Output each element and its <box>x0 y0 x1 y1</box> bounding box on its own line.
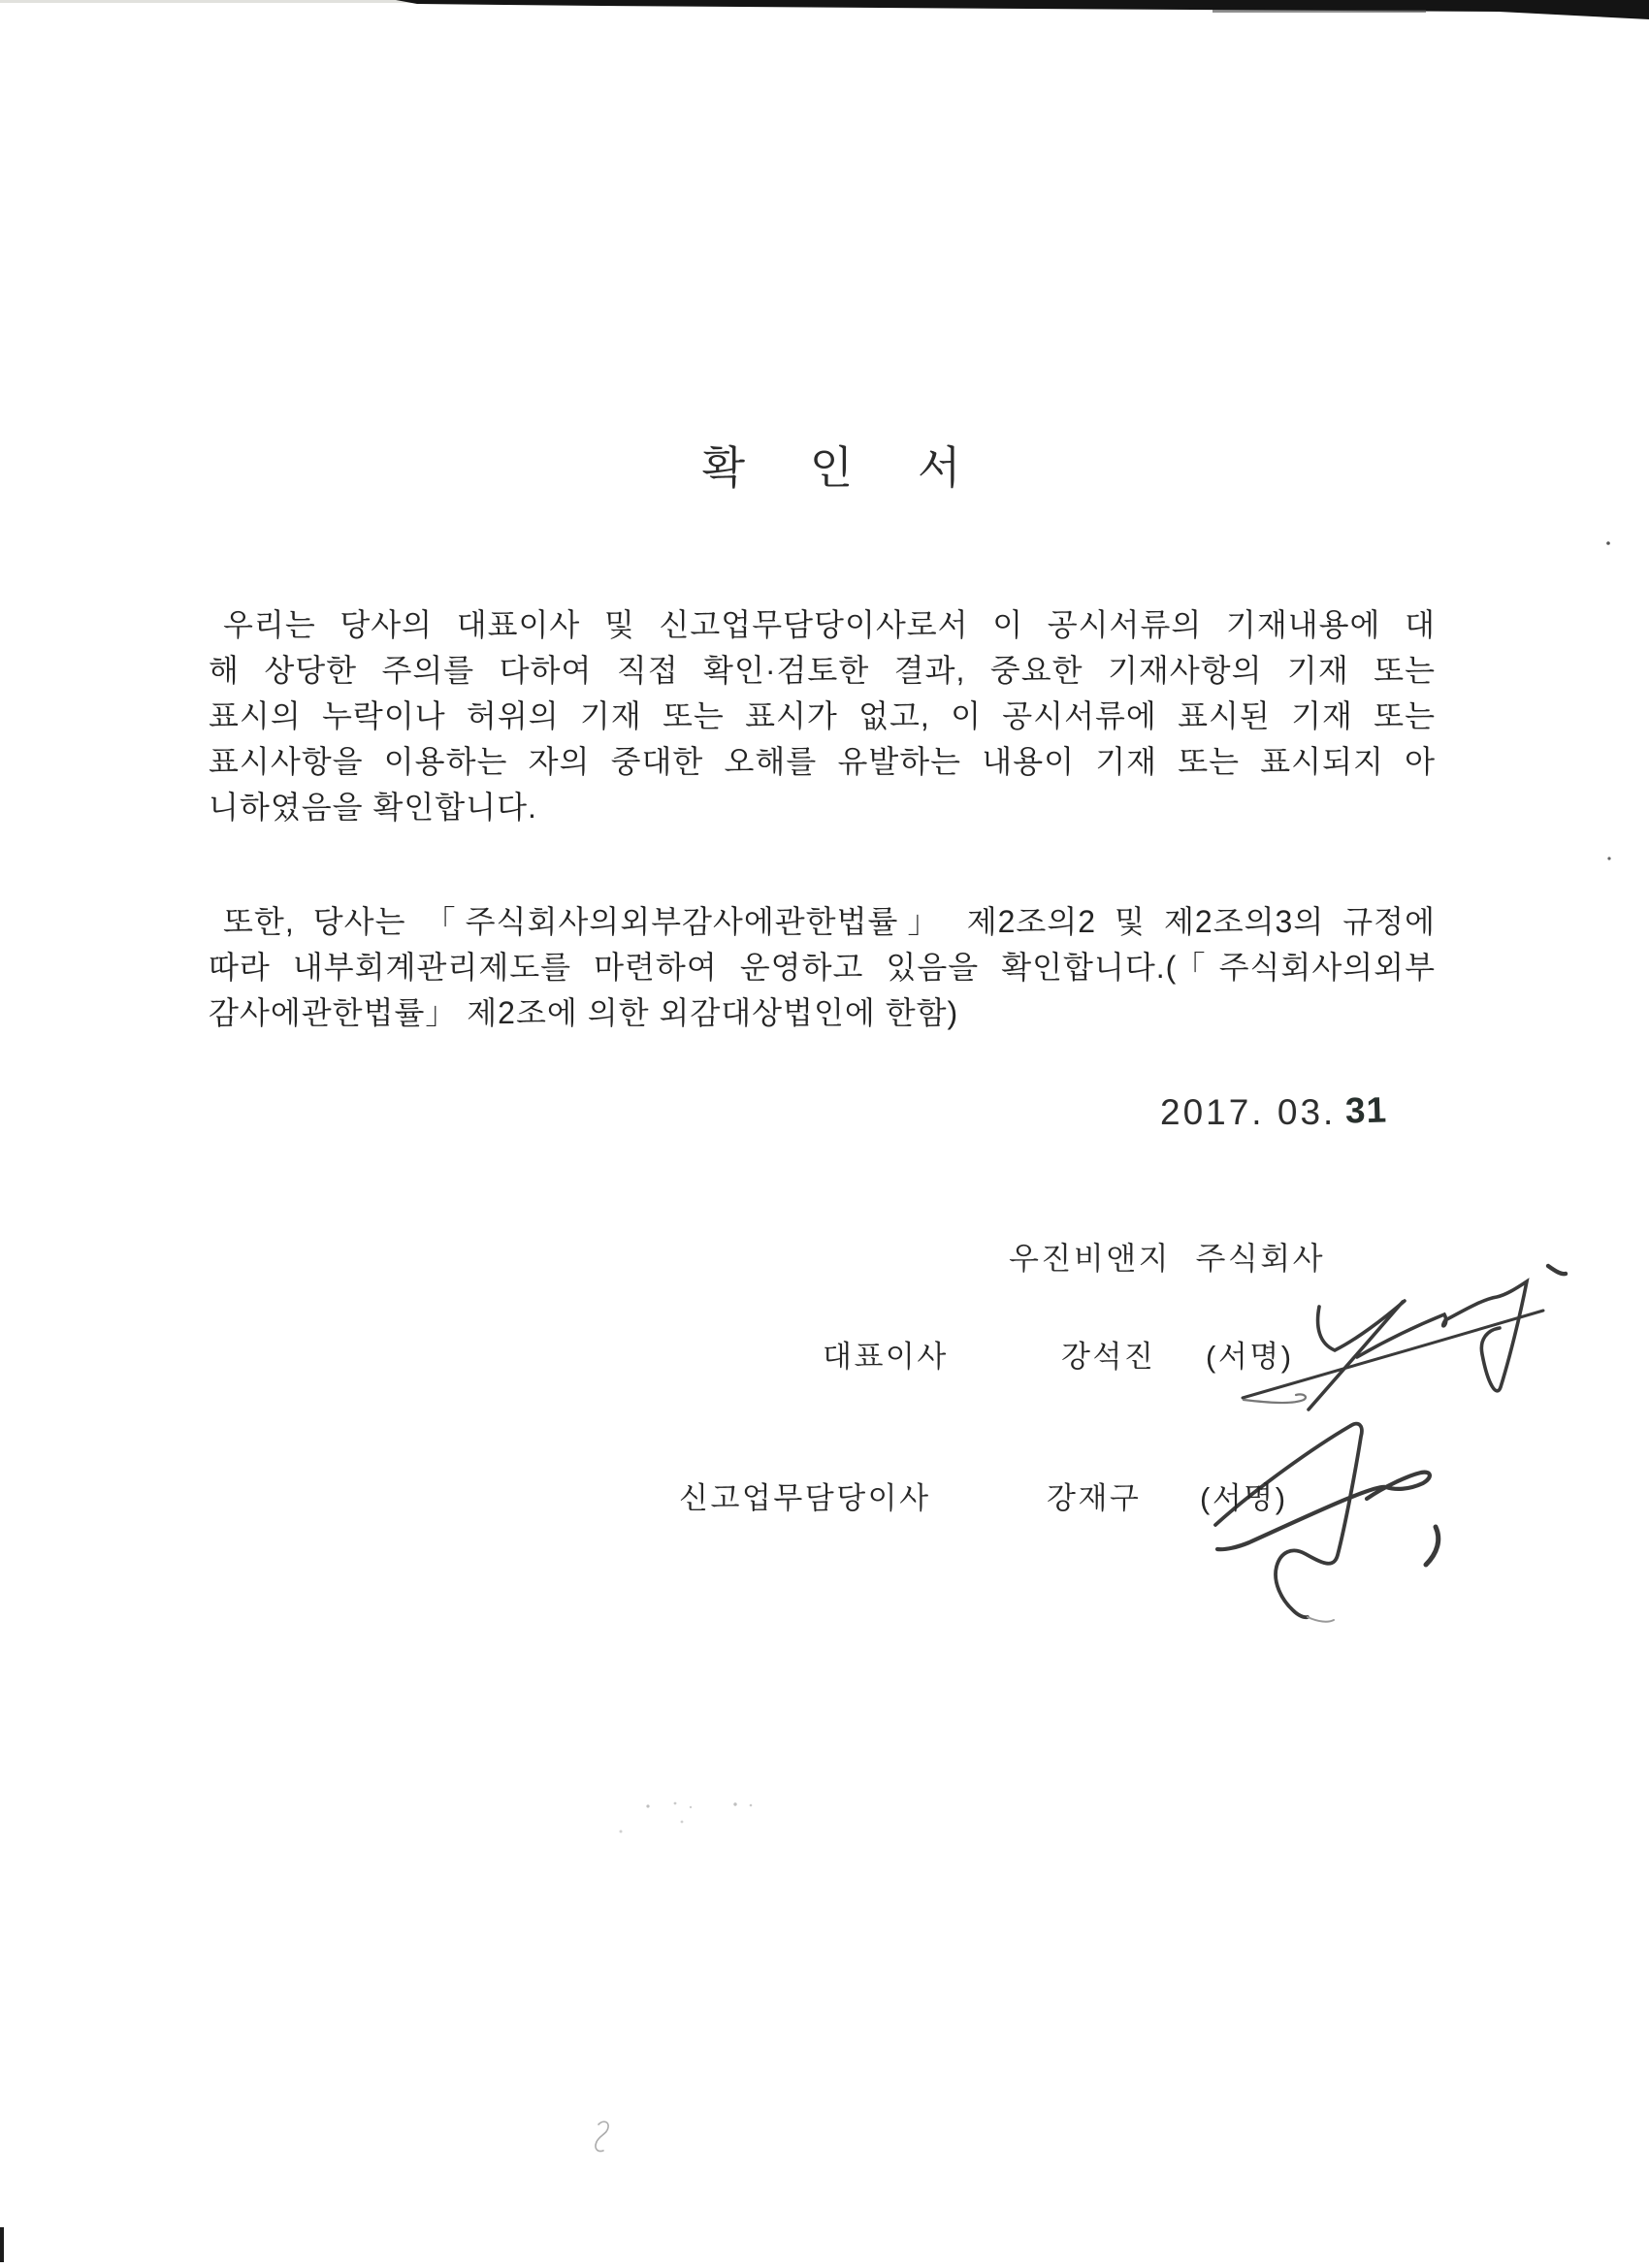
document-title: 확 인 서 <box>701 442 971 493</box>
document-date <box>1160 1089 1388 1133</box>
paragraph-line: 니하였음을 확인합니다. <box>209 790 537 825</box>
sign-label-ceo: (서명) <box>1206 1340 1294 1374</box>
signer-role-ceo: 대표이사 <box>823 1340 949 1374</box>
paragraph-line: 표시의 누락이나 허위의 기재 또는 표시가 없고, 이 공시서류에 표시된 기재 또는 <box>209 698 1436 733</box>
sign-label-officer: (서명) <box>1200 1481 1288 1515</box>
date-printed: 2017. 03. <box>1160 1092 1337 1132</box>
signer-name-officer: 강재구 <box>1047 1481 1142 1515</box>
signer-name-ceo: 강석진 <box>1061 1340 1156 1374</box>
signer-role-officer: 신고업무담당이사 <box>679 1481 931 1515</box>
date-handwritten-day: 31 <box>1344 1089 1388 1131</box>
scan-top-edge <box>0 0 1649 19</box>
paragraph-line: 감사에관한법률」 제2조에 의한 외감대상법인에 한함) <box>209 995 959 1030</box>
paragraph-line: 따라 내부회계관리제도를 마련하여 운영하고 있음을 확인합니다.(「주식회사의외부 <box>209 950 1436 985</box>
company-name: 우진비앤지 주식회사 <box>1009 1241 1326 1276</box>
paragraph-internal-control <box>209 899 1436 1036</box>
scan-left-sliver <box>0 2227 4 2262</box>
paragraph-line: 또한, 당사는 「주식회사의외부감사에관한법률」 제2조의2 및 제2조의3의 규정에 <box>223 904 1436 939</box>
paragraph-line: 표시사항을 이용하는 자의 중대한 오해를 유발하는 내용이 기재 또는 표시되지 아 <box>209 744 1436 779</box>
paragraph-line: 해 상당한 주의를 다하여 직접 확인·검토한 결과, 중요한 기재사항의 기재 또는 <box>209 653 1436 688</box>
paragraph-confirmation <box>209 602 1436 830</box>
signature-officer <box>1215 1424 1439 1622</box>
paragraph-line: 우리는 당사의 대표이사 및 신고업무담당이사로서 이 공시서류의 기재내용에 대 <box>223 607 1436 642</box>
faint-squiggle-mark <box>596 2122 608 2151</box>
